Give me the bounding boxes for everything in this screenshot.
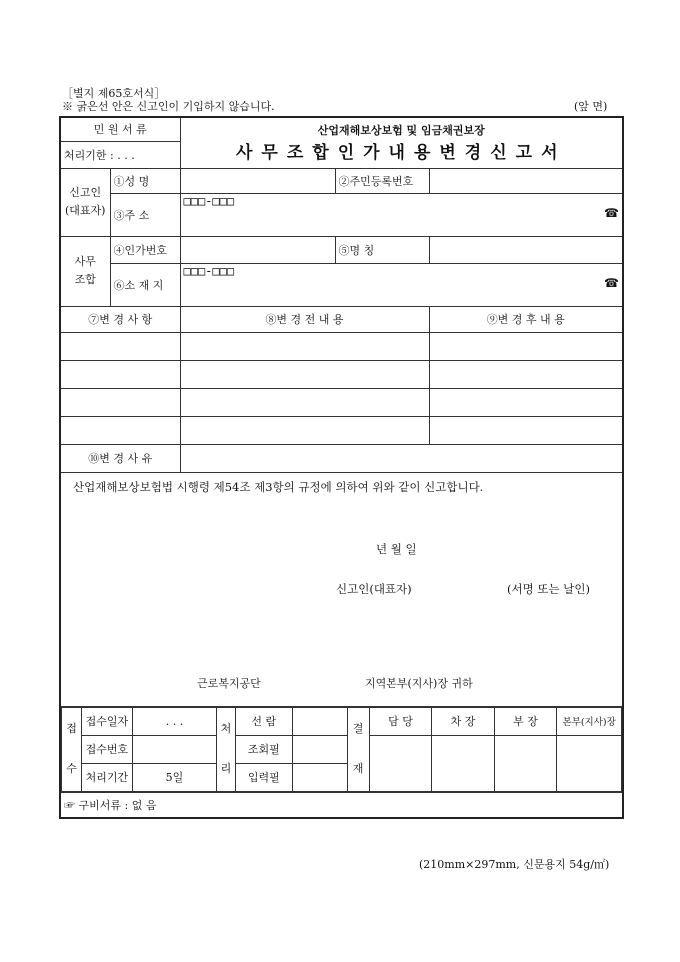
permit-number-label: ④인가번호 <box>110 236 180 263</box>
office-use-table <box>61 707 622 792</box>
approval-col-head: 본부(지사)장 <box>557 707 622 735</box>
form-subtitle: 산업재해보상보험 및 임금채권보장 <box>317 124 485 138</box>
name-label: ①성 명 <box>110 168 180 193</box>
union-name-field[interactable] <box>429 236 623 263</box>
declaration-section <box>60 472 623 706</box>
declaration-text: 산업재해보상보험법 시행령 제54조 제3항의 규정에 의하여 위와 같이 신고합니다. <box>73 479 484 494</box>
approval-label <box>347 707 369 791</box>
change-reason-label: ⑩변 경 사 유 <box>60 444 180 472</box>
notice-text: ※ 굵은선 안은 신고인이 기입하지 않습니다. <box>62 100 275 113</box>
change-item-field[interactable] <box>60 360 180 388</box>
office-use-section <box>60 706 623 792</box>
union-section <box>60 236 110 306</box>
signature-label: (서명 또는 날인) <box>507 581 590 596</box>
approval-sign-manager[interactable] <box>494 735 557 791</box>
phone-icon: ☎ <box>604 275 619 290</box>
before-content-header: ⑧변 경 전 내 용 <box>180 306 429 332</box>
postal-code-boxes: □□□-□□□ <box>183 193 235 208</box>
approval-label-bottom: 재 <box>352 762 364 775</box>
change-item-field[interactable] <box>60 416 180 444</box>
id-number-field[interactable] <box>429 168 623 193</box>
permit-number-field[interactable] <box>180 236 335 263</box>
approval-sign-head[interactable] <box>557 735 622 791</box>
approval-sign-deputy[interactable] <box>432 735 495 791</box>
inquiry-label: 조회필 <box>235 735 293 763</box>
receipt-label <box>62 707 82 791</box>
approval-label-top: 결 <box>352 722 364 735</box>
change-row <box>60 332 623 360</box>
address-label: ③주 소 <box>110 193 180 236</box>
approval-col-deputy: 차 장 <box>432 707 495 735</box>
change-row <box>60 416 623 444</box>
view-label: 선 람 <box>235 707 293 735</box>
change-item-header: ⑦변 경 사 항 <box>60 306 180 332</box>
approval-col-manager: 부 장 <box>494 707 557 735</box>
receipt-date-value: . . . <box>132 707 217 735</box>
inquiry-field[interactable] <box>293 735 347 763</box>
receipt-label-top: 접 <box>66 722 77 735</box>
attachments-row <box>60 792 623 818</box>
location-field[interactable] <box>180 263 623 306</box>
form-number: ［별지 제65호서식］ <box>62 87 166 100</box>
title-cell <box>180 117 623 168</box>
receipt-number-field[interactable] <box>132 735 217 763</box>
id-number-label: ②주민등록번호 <box>335 168 429 193</box>
before-content-field[interactable] <box>180 360 429 388</box>
documents-label: 민 원 서 류 <box>60 117 180 141</box>
receipt-number-label: 접수번호 <box>82 735 132 763</box>
receipt-date-label: 접수일자 <box>82 707 132 735</box>
processing-label <box>217 707 235 791</box>
attachments-text: 구비서류 : 없 음 <box>78 798 157 812</box>
change-row <box>60 388 623 416</box>
address-field[interactable] <box>180 193 623 236</box>
processing-label-bottom: 리 <box>220 762 232 775</box>
receipt-label-bottom: 수 <box>66 762 77 775</box>
before-content-field[interactable] <box>180 388 429 416</box>
report-form <box>59 116 624 819</box>
before-content-field[interactable] <box>180 416 429 444</box>
reporter-label: 신고인(대표자) <box>336 581 412 596</box>
change-reason-field[interactable] <box>180 444 623 472</box>
processing-label-top: 처 <box>220 722 232 735</box>
deadline-label: 처리기한 : . . . <box>60 141 180 168</box>
page-side: (앞 면) <box>574 100 608 113</box>
after-content-header: ⑨변 경 후 내 용 <box>429 306 623 332</box>
declaration-date: 년 월 일 <box>376 541 417 556</box>
paper-spec: (210mm×297mm, 신문용지 54g/㎡) <box>419 858 610 871</box>
view-field[interactable] <box>293 707 347 735</box>
period-value: 5일 <box>132 763 217 791</box>
input-field[interactable] <box>293 763 347 791</box>
approval-col-staff: 담 당 <box>369 707 432 735</box>
after-content-field[interactable] <box>429 332 623 360</box>
after-content-field[interactable] <box>429 416 623 444</box>
form-title: 사무조합인가내용변경신고서 <box>236 143 567 164</box>
input-label: 입력필 <box>235 763 293 791</box>
applicant-sub-label: (대표자) <box>65 204 106 217</box>
approval-sign-staff[interactable] <box>369 735 432 791</box>
period-label: 처리기간 <box>82 763 132 791</box>
change-row <box>60 360 623 388</box>
name-field[interactable] <box>180 168 335 193</box>
pointing-hand-icon: ☞ <box>64 798 75 812</box>
union-name-label: ⑤명 칭 <box>335 236 429 263</box>
before-content-field[interactable] <box>180 332 429 360</box>
agency-name: 근로복지공단 <box>197 676 261 690</box>
applicant-label: 신고인 <box>69 186 102 199</box>
change-item-field[interactable] <box>60 332 180 360</box>
change-item-field[interactable] <box>60 388 180 416</box>
after-content-field[interactable] <box>429 388 623 416</box>
recipient-label: 지역본부(지사)장 귀하 <box>365 676 473 690</box>
applicant-section <box>60 168 110 236</box>
phone-icon: ☎ <box>604 205 619 220</box>
location-label: ⑥소 재 지 <box>110 263 180 306</box>
union-sub-label: 조합 <box>74 273 96 286</box>
union-label: 사무 <box>74 255 96 268</box>
after-content-field[interactable] <box>429 360 623 388</box>
postal-code-boxes: □□□-□□□ <box>183 263 235 278</box>
